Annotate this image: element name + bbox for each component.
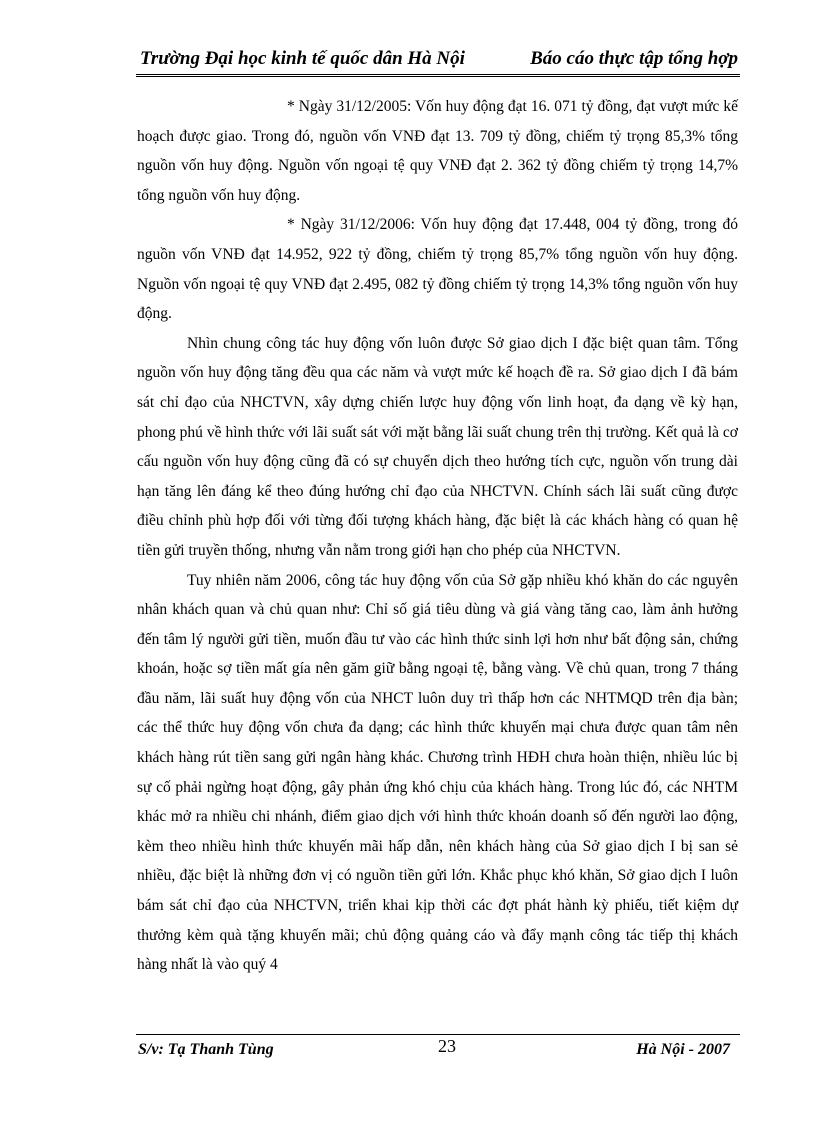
footer-place-year: Hà Nội - 2007 xyxy=(636,1041,730,1058)
page-header xyxy=(136,46,740,77)
footer-student-name: S/v: Tạ Thanh Tùng xyxy=(138,1041,274,1058)
document-body xyxy=(137,92,738,980)
page-number: 23 xyxy=(438,1036,456,1056)
paragraph-difficulties: Tuy nhiên năm 2006, công tác huy động vốn của Sở gặp nhiều khó khăn do các nguyên nhân khách quan và chủ quan như: Chỉ số giá tiêu dùng và giá vàng tăng cao, làm ảnh hưởng đến tâm lý người gửi tiền, muốn đầu tư vào các hình thức sinh lợi hơn như bất động sản, chứng khoán, hoặc sợ tiền mất gía nên găm giữ bằng ngoại tệ, bằng vàng. Về chủ quan, trong 7 tháng đầu năm, lãi suất huy động vốn của NHCT luôn duy trì thấp hơn các NHTMQD trên địa bàn; các thể thức huy động vốn chưa đa dạng; các hình thức khuyến mại chưa được quan tâm nên khách hàng rút tiền sang gửi ngân hàng khác. Chương trình HĐH chưa hoàn thiện, nhiều lúc bị sự cố phải ngừng hoạt động, gây phản ứng khó chịu của khách hàng. Trong lúc đó, các NHTM khác mở ra nhiều chi nhánh, điểm giao dịch với hình thức khoán doanh số đến người lao động, kèm theo nhiều hình thức khuyến mãi hấp dẫn, nên khách hàng của Sở giao dịch I bị san sẻ nhiều, đặc biệt là những đơn vị có nguồn tiền gửi lớn. Khắc phục khó khăn, Sở giao dịch I luôn bám sát chỉ đạo của NHCTVN, triển khai kịp thời các đợt phát hành kỳ phiếu, tiết kiệm dự thưởng kèm quà tặng khuyến mãi; chủ động quảng cáo và đẩy mạnh công tác tiếp thị khách hàng nhất là vào quý 4 xyxy=(137,571,738,974)
paragraph-2006-capital: * Ngày 31/12/2006: Vốn huy động đạt 17.448, 004 tỷ đồng, trong đó nguồn vốn VNĐ đạt 14.952, 922 tỷ đồng, chiếm tỷ trọng 85,7% tổng nguồn vốn huy động. Nguồn vốn ngoại tệ quy VNĐ đạt 2.495, 082 tỷ đồng chiếm tỷ trọng 14,3% tổng nguồn vốn huy động. xyxy=(137,216,738,323)
header-report-title: Báo cáo thực tập tổng hợp xyxy=(530,48,738,69)
page-footer xyxy=(136,1034,740,1065)
header-school-name: Trường Đại học kinh tế quốc dân Hà Nội xyxy=(140,48,465,69)
paragraph-overview: Nhìn chung công tác huy động vốn luôn được Sở giao dịch I đặc biệt quan tâm. Tổng nguồn vốn huy động tăng đều qua các năm và vượt mức kế hoạch đề ra. Sở giao dịch I đã bám sát chỉ đạo của NHCTVN, xây dựng chiến lược huy động vốn linh hoạt, đa dạng về kỳ hạn, phong phú về hình thức với lãi suất sát với mặt bằng lãi suất chung trên thị trường. Kết quả là cơ cấu nguồn vốn huy động cũng đã có sự chuyển dịch theo hướng tích cực, nguồn vốn trung dài hạn tăng lên đáng kể theo đúng hướng chỉ đạo của NHCTVN. Chính sách lãi suất cũng được điều chỉnh phù hợp đối với từng đối tượng khách hàng, đặc biệt là các khách hàng có quan hệ tiền gửi truyền thống, nhưng vẫn nằm trong giới hạn cho phép của NHCTVN. xyxy=(137,334,738,559)
paragraph-2005-capital: * Ngày 31/12/2005: Vốn huy động đạt 16. 071 tỷ đồng, đạt vượt mức kế hoạch được giao. Trong đó, nguồn vốn VNĐ đạt 13. 709 tỷ đồng, chiếm tỷ trọng 85,3% tổng nguồn vốn huy động. Nguồn vốn ngoại tệ quy VNĐ đạt 2. 362 tỷ đồng chiếm tỷ trọng 14,7% tổng nguồn vốn huy động. xyxy=(137,98,738,204)
